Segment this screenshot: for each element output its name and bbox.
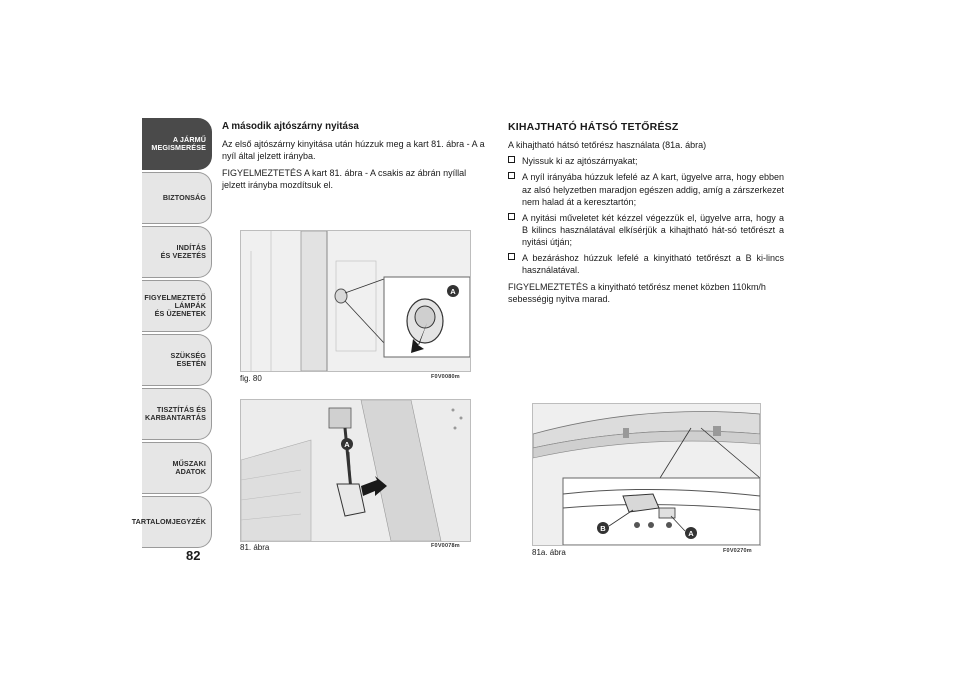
roof-hatch-illustration <box>533 404 760 545</box>
checkbox-bullet-icon <box>508 172 515 179</box>
steps-list <box>508 155 784 276</box>
checkbox-bullet-icon <box>508 253 515 260</box>
marker-a-label: A <box>344 440 350 449</box>
paragraph-warning: FIGYELMEZTETÉS A kart 81. ábra - A csakis az ábrán nyíllal jelzett irányba mozdítsuk el. <box>222 167 467 190</box>
tab-warning-lights[interactable]: FIGYELMEZTETŐ LÁMPÁK ÉS ÜZENETEK <box>142 280 212 332</box>
figure-80-code: F0V0080m <box>431 374 460 380</box>
page-number: 82 <box>186 548 201 563</box>
figure-80 <box>240 230 471 372</box>
paragraph-intro: A kihajtható hátsó tetőrész használata (81a. ábra) <box>508 140 707 151</box>
figure-81-code: F0V0078m <box>431 543 460 549</box>
figure-81 <box>240 399 471 542</box>
figure-80-caption: fig. 80 <box>240 374 262 383</box>
section-heading: A második ajtószárny nyitása <box>222 121 359 132</box>
door-handle-illustration <box>241 231 470 371</box>
marker-a-label: A <box>688 529 694 538</box>
figure-81a-caption: 81a. ábra <box>532 548 566 557</box>
tab-emergency[interactable]: SZÜKSÉG ESETÉN <box>142 334 212 386</box>
second-door-section <box>222 120 492 195</box>
tab-index[interactable]: TARTALOMJEGYZÉK <box>142 496 212 548</box>
chapter-tabs <box>131 118 212 546</box>
rear-roof-section <box>508 120 784 309</box>
section-heading: KIHAJTHATÓ HÁTSÓ TETŐRÉSZ <box>508 121 679 133</box>
list-item: A nyíl irányába húzzuk lefelé az A kart, ügyelve arra, hogy ebben az alsó helyzetben maradjon egészen addig, amíg a zárszerkezet nem halad át a keresztartón; <box>508 171 784 207</box>
figure-81a-code: F0V0270m <box>723 548 752 554</box>
checkbox-bullet-icon <box>508 156 515 163</box>
tab-starting-driving[interactable]: INDÍTÁS ÉS VEZETÉS <box>142 226 212 278</box>
tab-cleaning-maintenance[interactable]: TISZTÍTÁS ÉS KARBANTARTÁS <box>142 388 212 440</box>
tab-safety[interactable]: BIZTONSÁG <box>142 172 212 224</box>
paragraph-warning: FIGYELMEZTETÉS a kinyitható tetőrész menet közben 110km/h sebességig nyitva marad. <box>508 281 766 304</box>
tab-vehicle-overview[interactable]: A JÁRMŰ MEGISMERÉSE <box>142 118 212 170</box>
paragraph-instruction: Az első ajtószárny kinyitása után húzzuk meg a kart 81. ábra - A a nyíl által jelzett irányba. <box>222 139 485 162</box>
figure-81-caption: 81. ábra <box>240 543 270 552</box>
tab-technical-data[interactable]: MŰSZAKI ADATOK <box>142 442 212 494</box>
list-item: A bezáráshoz húzzuk lefelé a kinyitható tetőrészt a B ki-lincs használatával. <box>508 252 784 276</box>
checkbox-bullet-icon <box>508 213 515 220</box>
marker-a-label: A <box>450 287 456 296</box>
door-lever-illustration <box>241 400 470 541</box>
list-item: A nyitási műveletet két kézzel végezzük el, ügyelve arra, hogy a B kilincs használatával elkísérjük a kihajtható hát-só tetőrészt a nyitási útján; <box>508 212 784 248</box>
marker-b-label: B <box>600 524 606 533</box>
list-item: Nyissuk ki az ajtószárnyakat; <box>508 155 784 167</box>
figure-81a <box>532 403 761 546</box>
